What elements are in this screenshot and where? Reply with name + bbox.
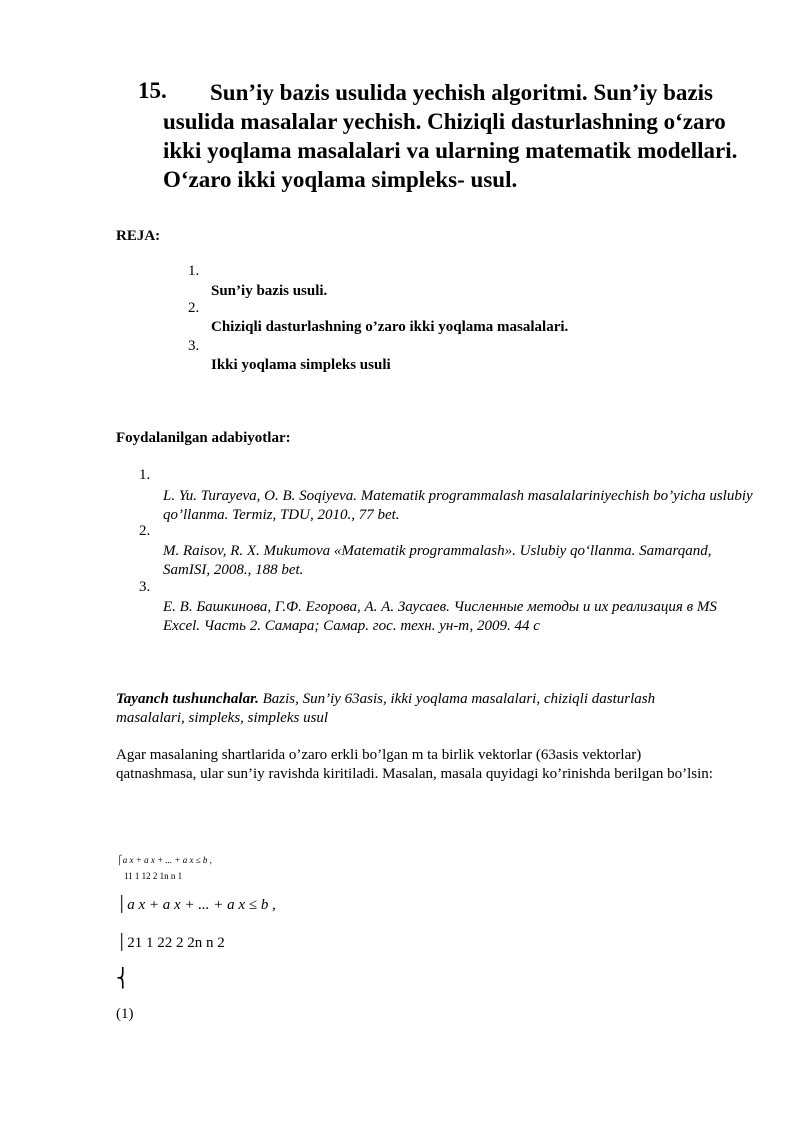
equation-number: (1) xyxy=(116,1006,134,1022)
equation-row-1-main: a x + a x + ... + a x ≤ b , xyxy=(122,855,212,865)
equation-row-3 xyxy=(116,933,225,952)
reference-number: 2. xyxy=(139,523,151,539)
plan-item-number: 1. xyxy=(188,263,200,279)
section-number: 15. xyxy=(138,78,167,103)
brace-top: ⎧ xyxy=(116,855,123,865)
reference-text: Е. В. Башкинова, Г.Ф. Егорова, А. А. Заусаев. Численные методы и их реализация в MS Excel. Часть 2. Самара; Самар. гос. техн. ун-т, 2009. 44 с xyxy=(163,599,717,634)
brace-mid: ⎪ xyxy=(116,935,128,951)
plan-item-number: 3. xyxy=(188,338,200,354)
equation-row-2-text: a x + a x + ... + a x ≤ b , xyxy=(127,897,276,913)
literature-label: Foydalanilgan adabiyotlar: xyxy=(116,430,291,446)
plan-item-text: Ikki yoqlama simpleks usuli xyxy=(211,357,391,373)
plan-item-text: Chiziqli dasturlashning o’zaro ikki yoqlama masalalari. xyxy=(211,319,569,335)
reference-text: M. Raisov, R. X. Mukumova «Matematik programmalash». Uslubiy qo‘llanma. Samarqand, SamISI, 2008., 188 bet. xyxy=(163,543,712,578)
reference-text: L. Yu. Turayeva, O. B. Soqiyeva. Matematik programmalash masalalariniyechish bo’yicha uslubiy qo’llanma. Termiz, TDU, 2010., 77 bet. xyxy=(163,488,753,523)
keywords-label: Tayanch tushunchalar. xyxy=(116,691,259,707)
section-title: Sun’iy bazis usulida yechish algoritmi. Sun’iy bazis usulida masalalar yechish. Chiziqli dasturlashning o‘zaro ikki yoqlama masalalari va ularning matematik modellari. O‘zaro ikki yoqlama simpleks- usul. xyxy=(163,80,738,192)
equation-row-3-text: 21 1 22 2 2n n 2 xyxy=(127,935,225,951)
reference-number: 1. xyxy=(139,467,151,483)
plan-item-text: Sun’iy bazis usuli. xyxy=(211,283,328,299)
plan-item-number: 2. xyxy=(188,300,200,316)
equation-row-2 xyxy=(116,895,276,914)
keywords-paragraph xyxy=(116,690,716,728)
equation-row-1 xyxy=(116,855,212,881)
brace-mid: ⎪ xyxy=(116,897,128,913)
keywords-text: Bazis, Sun’iy 63asis, ikki yoqlama masalalari, chiziqli dasturlash masalalari, simpleks, simpleks usul xyxy=(116,691,656,726)
plan-label: REJA: xyxy=(116,228,161,244)
body-paragraph: Agar masalaning shartlarida o’zaro erkli bo’lgan m ta birlik vektorlar (63asis vektorlar) qatnashmasa, ular sun’iy ravishda kiritiladi. Masalan, masala quyidagi ko’rinishda berilgan bo’lsin: xyxy=(116,747,713,782)
brace-center: ⎨ xyxy=(116,968,130,988)
equation-row-1-subscripts: 11 1 12 2 1n n 1 xyxy=(124,871,183,881)
reference-number: 3. xyxy=(139,579,151,595)
